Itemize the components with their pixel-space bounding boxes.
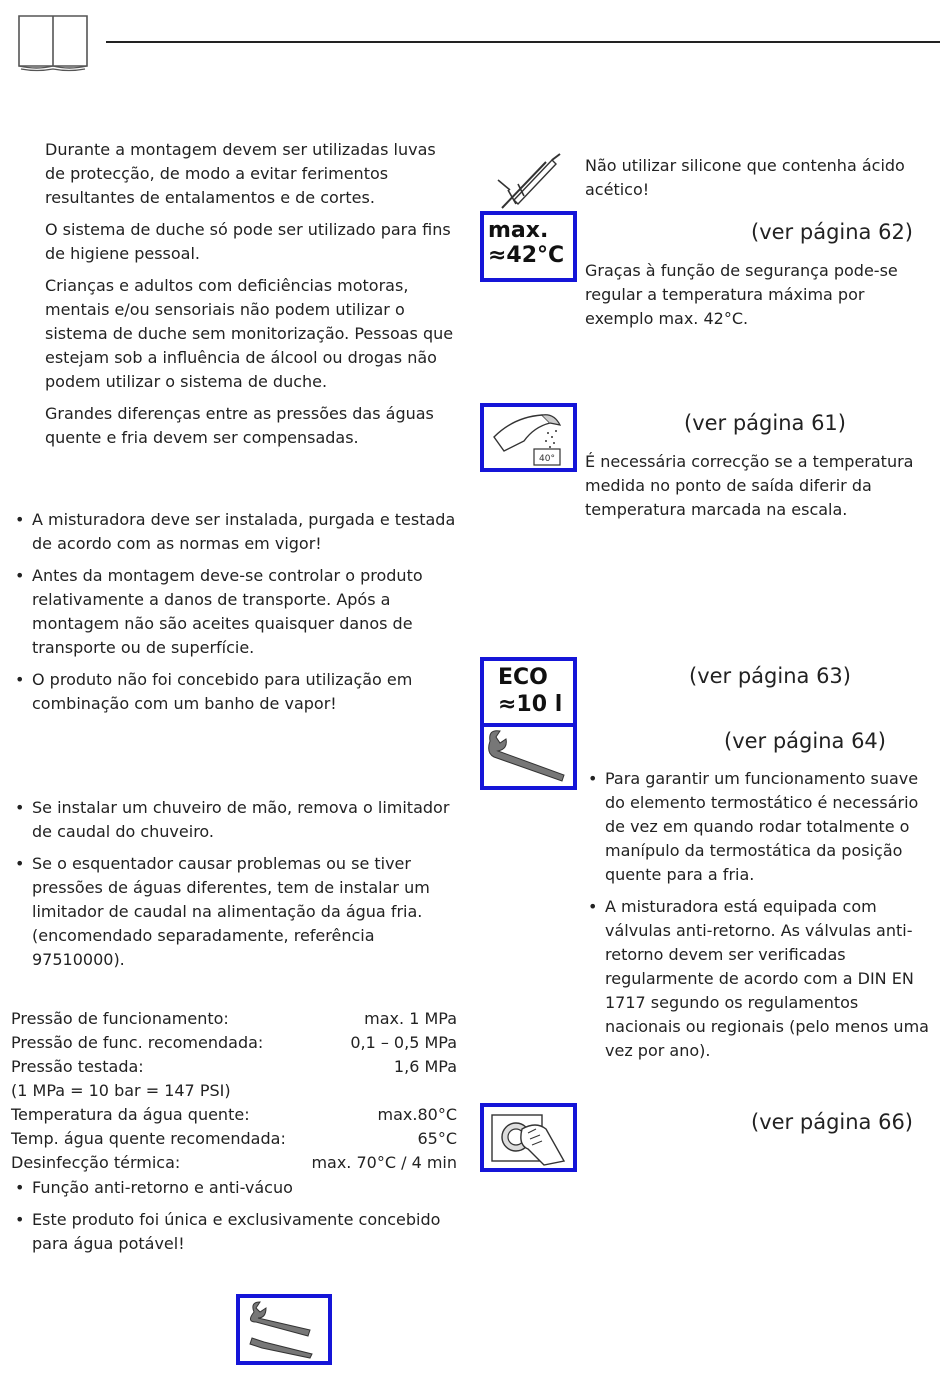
spec-row xyxy=(11,1103,457,1127)
spec-row xyxy=(11,1031,457,1055)
silicone-gun-icon xyxy=(494,150,562,212)
thermometer-calibration-icon xyxy=(480,403,577,472)
spec-label: Temp. água quente recomendada: xyxy=(11,1129,286,1148)
safety-paragraph: Durante a montagem devem ser utilizadas luvas de protecção, de modo a evitar ferimentos resultantes de entalamentos e de cortes. xyxy=(45,140,436,207)
thermo-readout: 40° xyxy=(539,454,555,464)
spec-row xyxy=(11,1151,457,1175)
eco-icon xyxy=(480,657,577,727)
spec-value: max.80°C xyxy=(377,1105,457,1124)
spec-value: max. 70°C / 4 min xyxy=(311,1153,457,1172)
page-reference: (ver página 66) xyxy=(751,1110,913,1134)
page-reference: (ver página 64) xyxy=(724,729,886,753)
flow-list xyxy=(12,796,460,980)
spec-row xyxy=(11,1055,457,1079)
book-icon xyxy=(17,14,89,72)
spec-label: Pressão testada: xyxy=(11,1057,144,1076)
header-rule xyxy=(106,41,940,43)
spec-label: Pressão de funcionamento: xyxy=(11,1009,229,1028)
page-reference: (ver página 62) xyxy=(751,220,913,244)
turning-handle-icon xyxy=(480,1103,577,1172)
maintenance-list xyxy=(585,767,937,1071)
spec-row xyxy=(11,1127,457,1151)
installation-list xyxy=(12,508,460,724)
list-item: • A misturadora deve ser instalada, purgada e testada de acordo com as normas em vigor! xyxy=(12,508,460,556)
list-item: • Se instalar um chuveiro de mão, remova o limitador de caudal do chuveiro. xyxy=(12,796,460,844)
list-item: • Para garantir um funcionamento suave do elemento termostático é necessário de vez em quando rodar totalmente o manípulo da termostática da posição quente para a fria. xyxy=(585,767,937,887)
spec-label: (1 MPa = 10 bar = 147 PSI) xyxy=(11,1081,231,1100)
temp-label: ≈42°C xyxy=(488,243,565,268)
wrench-screwdriver-icon xyxy=(236,1294,332,1365)
spec-value: max. 1 MPa xyxy=(364,1009,457,1028)
list-item: • Este produto foi única e exclusivamente concebido para água potável! xyxy=(12,1208,460,1256)
spec-value: 0,1 – 0,5 MPa xyxy=(350,1033,457,1052)
list-item: • Antes da montagem deve-se controlar o produto relativamente a danos de transporte. Após a montagem não são aceites quaisquer danos de transporte ou de superfície. xyxy=(12,564,460,660)
spec-label: Desinfecção térmica: xyxy=(11,1153,181,1172)
spec-value: 65°C xyxy=(417,1129,457,1148)
spec-row xyxy=(11,1007,457,1031)
safety-paragraph: Crianças e adultos com deficiências motoras, mentais e/ou sensoriais não podem utilizar o sistema de duche sem monitorização. Pessoas que estejam sob a influência de álcool ou drogas não podem utilizar o sistema de duche. xyxy=(45,276,454,391)
page-reference: (ver página 61) xyxy=(684,411,846,435)
silicone-text: Não utilizar silicone que contenha ácido acético! xyxy=(585,156,905,199)
spec-value: 1,6 MPa xyxy=(393,1057,457,1076)
safety-paragraph: Grandes diferenças entre as pressões das águas quente e fria devem ser compensadas. xyxy=(45,404,434,447)
specs-table xyxy=(11,1007,457,1175)
eco-volume-label: ≈10 l xyxy=(498,692,563,717)
list-item: • Se o esquentador causar problemas ou se tiver pressões de águas diferentes, tem de instalar um limitador de caudal na alimentação da água fria. (encomendado separadamente, referência 97510000). xyxy=(12,852,460,972)
spec-label: Temperatura da água quente: xyxy=(11,1105,250,1124)
max-temperature-icon xyxy=(480,211,577,282)
maxtemp-text: Graças à função de segurança pode-se regular a temperatura máxima por exemplo max. 42°C. xyxy=(585,261,898,328)
calibration-text: É necessária correcção se a temperatura medida no ponto de saída diferir da temperatura marcada na escala. xyxy=(585,452,914,519)
specs-list xyxy=(12,1176,460,1264)
max-label: max. xyxy=(488,218,549,243)
list-item: • Função anti-retorno e anti-vácuo xyxy=(12,1176,460,1200)
list-item: • O produto não foi concebido para utilização em combinação com um banho de vapor! xyxy=(12,668,460,716)
eco-label: ECO xyxy=(498,665,548,690)
page-reference: (ver página 63) xyxy=(689,664,851,688)
safety-section xyxy=(45,138,460,458)
wrench-icon xyxy=(480,723,577,790)
safety-paragraph: O sistema de duche só pode ser utilizado para fins de higiene pessoal. xyxy=(45,220,451,263)
spec-row xyxy=(11,1079,457,1103)
spec-label: Pressão de func. recomendada: xyxy=(11,1033,264,1052)
list-item: • A misturadora está equipada com válvulas anti-retorno. As válvulas anti-retorno devem ser verificadas regularmente de acordo com a DIN EN 1717 segundo os regulamentos nacionais ou regionais (pelo menos uma vez por ano). xyxy=(585,895,937,1063)
